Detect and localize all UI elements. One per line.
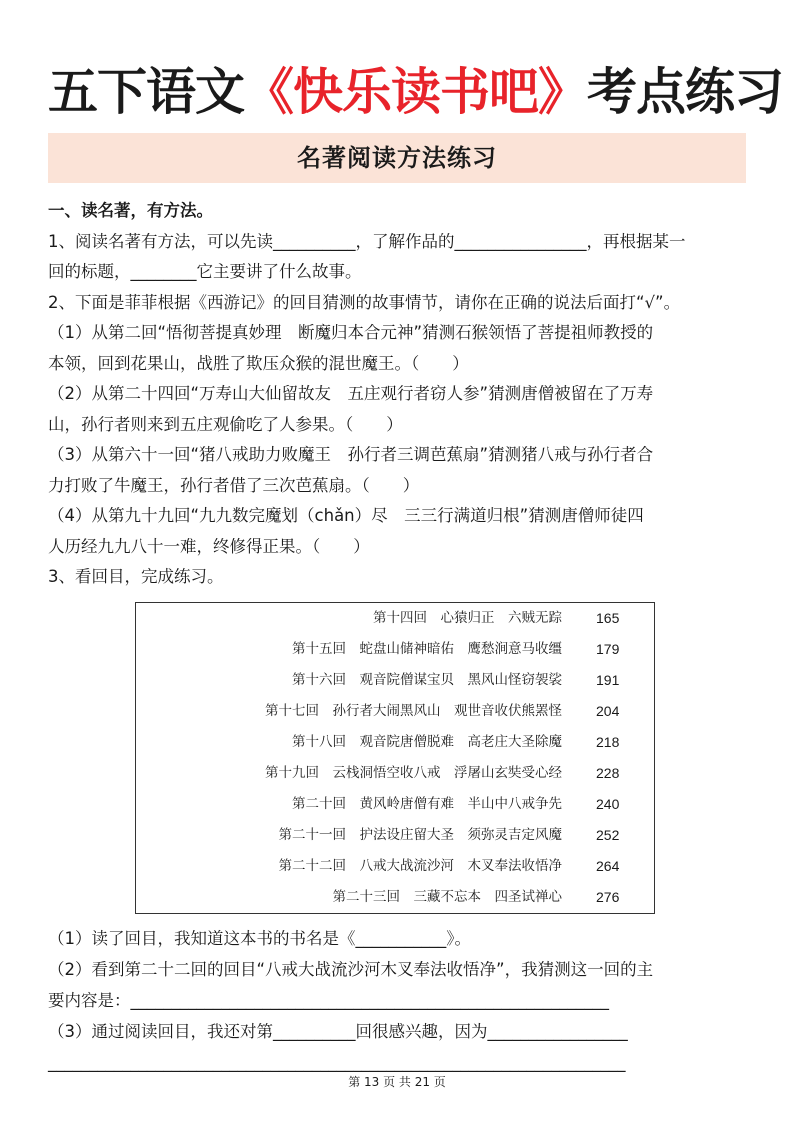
toc-title: 第二十回 黄风岭唐僧有难 半山中八戒争先 — [292, 796, 562, 812]
title-prefix: 五下语文 — [48, 63, 244, 121]
question-line: 要内容是：__________________________________________________________ — [48, 991, 609, 1010]
toc-page: 240 — [596, 796, 620, 812]
toc-title: 第十七回 孙行者大闹黑风山 观世音收伏熊罴怪 — [265, 703, 562, 719]
text-line: （2）从第二十四回“万寿山大仙留故友 五庄观行者窃人参”猜测唐僧被留在了万寿 — [48, 384, 654, 403]
toc-page: 252 — [596, 827, 620, 843]
section-heading: 一、读名著，有方法。 — [48, 201, 213, 220]
text-line: 3、看回目，完成练习。 — [48, 567, 224, 586]
question-line: （1）读了回目，我知道这本书的书名是《___________》。 — [48, 929, 471, 948]
toc-title: 第十五回 蛇盘山储神暗佑 鹰愁涧意马收缰 — [292, 641, 562, 657]
text-line: 1、阅读名著有方法，可以先读__________，了解作品的________________，再根据某一 — [48, 231, 686, 251]
toc-page: 228 — [596, 765, 620, 781]
toc-title: 第十四回 心猿归正 六贼无踪 — [373, 610, 562, 626]
question-line: （3）通过阅读回目，我还对第__________回很感兴趣，因为_________________ — [48, 1022, 628, 1041]
table-of-contents-box — [135, 602, 655, 914]
toc-row — [136, 665, 654, 696]
toc-row — [136, 789, 654, 820]
toc-page: 276 — [596, 889, 620, 905]
question-line: ______________________________________________________________________ — [48, 1053, 626, 1072]
toc-row — [136, 634, 654, 665]
toc-page: 264 — [596, 858, 620, 874]
toc-page: 165 — [596, 610, 620, 626]
toc-row — [136, 882, 654, 913]
text-line: 山，孙行者则来到五庄观偷吃了人参果。（ ） — [48, 414, 403, 434]
text-line: （3）从第六十一回“猪八戒助力败魔王 孙行者三调芭蕉扇”猜测猪八戒与孙行者合 — [48, 445, 654, 464]
toc-row — [136, 758, 654, 789]
toc-title: 第十九回 云栈洞悟空收八戒 浮屠山玄奘受心经 — [265, 765, 562, 781]
text-line: （4）从第九十九回“九九数完魔划（chǎn）尽 三三行满道归根”猜测唐僧师徒四 — [48, 506, 644, 525]
toc-page: 204 — [596, 703, 620, 719]
questions-block — [48, 923, 748, 1078]
text-line: 2、下面是菲菲根据《西游记》的回目猜测的故事情节，请你在正确的说法后面打“√”。 — [48, 292, 681, 312]
text-line: （1）从第二回“悟彻菩提真妙理 断魔归本合元神”猜测石猴领悟了菩提祖师教授的 — [48, 323, 654, 342]
title-highlight: 《快乐读书吧》 — [244, 63, 587, 121]
text-line: 人历经九九八十一难，终修得正果。（ ） — [48, 536, 370, 556]
exercise-body — [48, 196, 748, 593]
toc-title: 第十六回 观音院僧谋宝贝 黑风山怪窃袈裟 — [292, 672, 562, 688]
toc-row — [136, 603, 654, 634]
text-line: 本领，回到花果山，战胜了欺压众猴的混世魔王。（ ） — [48, 353, 469, 373]
toc-row — [136, 727, 654, 758]
question-line: （2）看到第二十二回的回目“八戒大战流沙河木叉奉法收悟净”，我猜测这一回的主 — [48, 960, 654, 979]
text-line: 力打败了牛魔王，孙行者借了三次芭蕉扇。（ ） — [48, 475, 420, 495]
toc-title: 第二十一回 护法设庄留大圣 须弥灵吉定风魔 — [278, 827, 562, 843]
page-footer: 第 13 页 共 21 页 — [348, 1075, 446, 1089]
toc-page: 191 — [596, 672, 620, 688]
toc-row — [136, 851, 654, 882]
section-banner: 名著阅读方法练习 — [48, 133, 746, 183]
toc-page: 179 — [596, 641, 620, 657]
title-suffix: 考点练习 — [587, 63, 783, 121]
toc-row — [136, 696, 654, 727]
toc-title: 第二十三回 三藏不忘本 四圣试禅心 — [332, 889, 562, 905]
text-line: 回的标题，________它主要讲了什么故事。 — [48, 262, 362, 281]
toc-row — [136, 820, 654, 851]
page-title — [48, 52, 783, 132]
toc-title: 第十八回 观音院唐僧脱难 高老庄大圣除魔 — [292, 734, 562, 750]
toc-page: 218 — [596, 734, 620, 750]
toc-title: 第二十二回 八戒大战流沙河 木叉奉法收悟净 — [278, 858, 562, 874]
